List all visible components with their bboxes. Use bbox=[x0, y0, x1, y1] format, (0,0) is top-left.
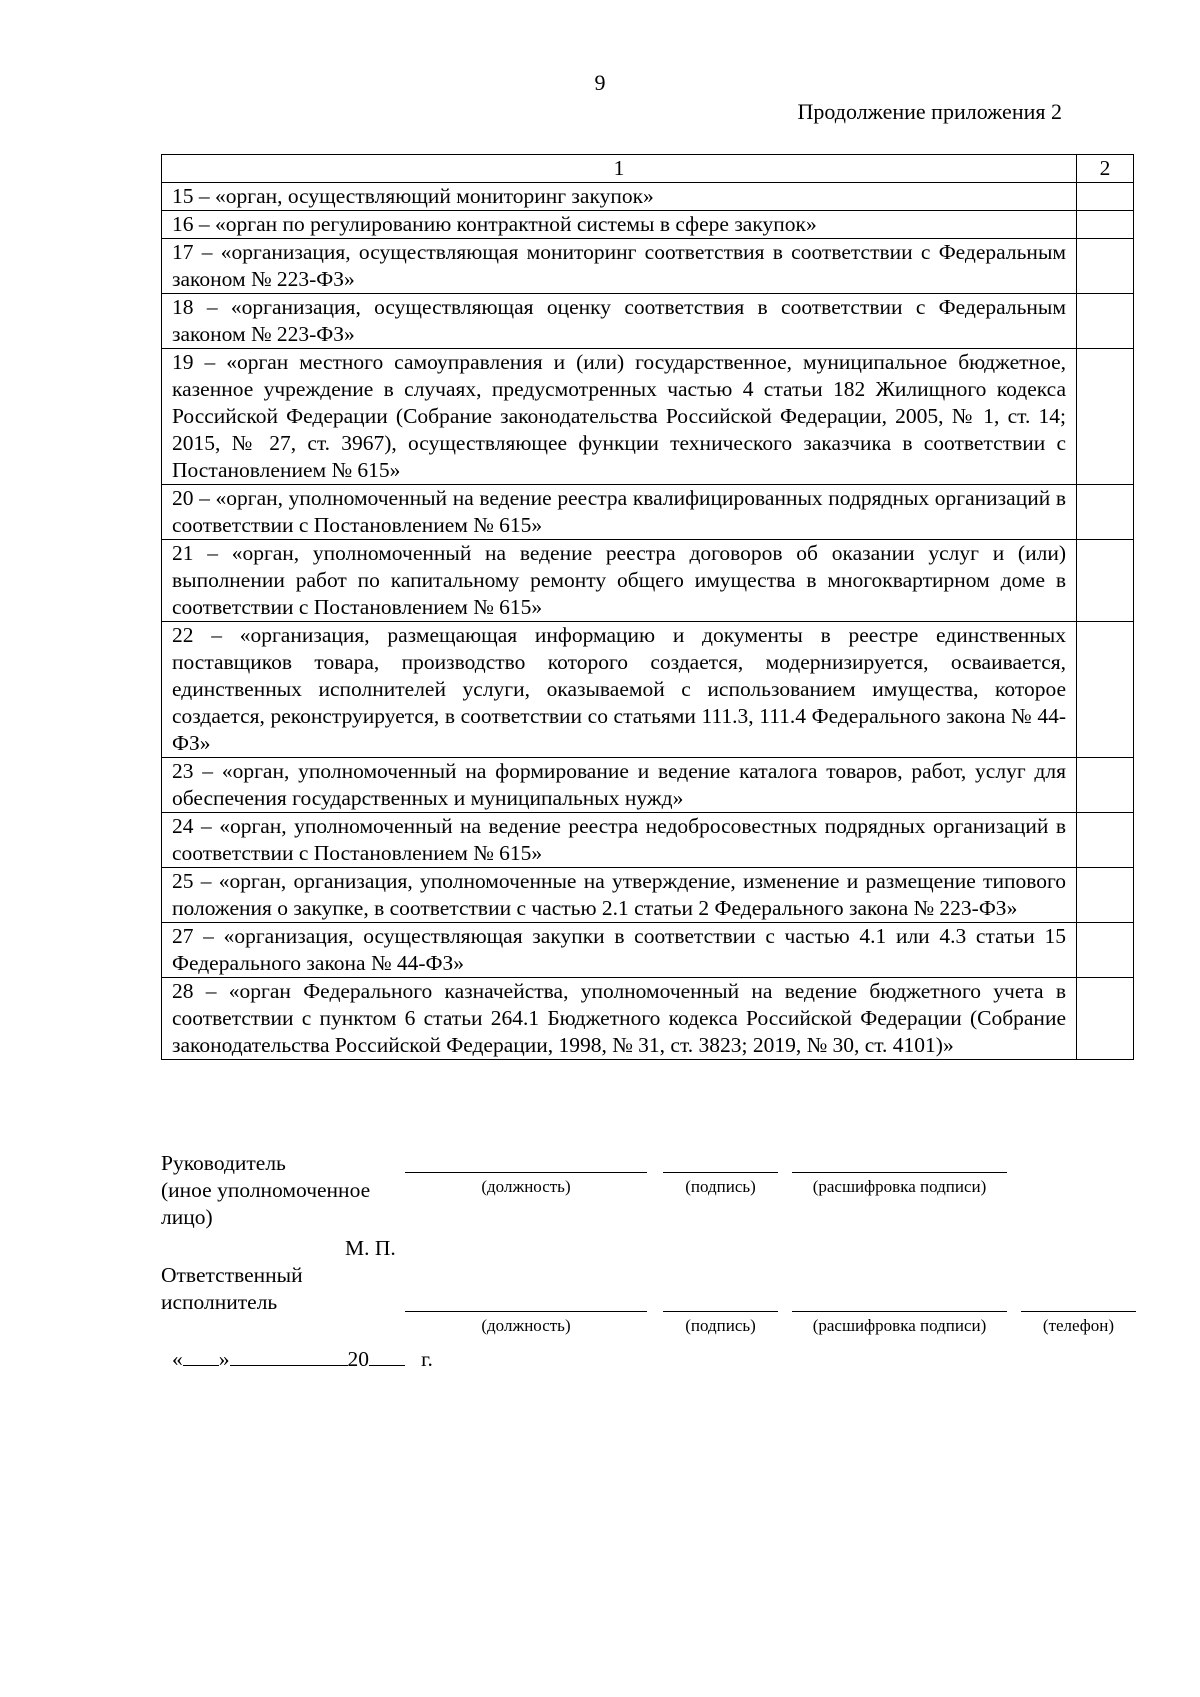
signature-line[interactable] bbox=[663, 1172, 778, 1173]
head-label-line-2: (иное уполномоченное bbox=[161, 1178, 371, 1202]
table-cell-empty bbox=[1077, 978, 1134, 1060]
table-row bbox=[162, 183, 1134, 211]
signature-decoding-line[interactable] bbox=[792, 1172, 1007, 1173]
executor-position-line[interactable] bbox=[405, 1311, 647, 1312]
date-day-blank[interactable] bbox=[183, 1343, 219, 1366]
table-row bbox=[162, 622, 1134, 758]
date-close-quote: » bbox=[218, 1347, 230, 1371]
table-cell-empty bbox=[1077, 183, 1134, 211]
date-year-prefix: 20 bbox=[347, 1347, 369, 1371]
table-row bbox=[162, 978, 1134, 1060]
table-cell-empty bbox=[1077, 540, 1134, 622]
table-row bbox=[162, 294, 1134, 349]
appendix-continuation-note: Продолжение приложения 2 bbox=[797, 99, 1062, 124]
caption-decoding: (расшифровка подписи) bbox=[812, 1177, 987, 1196]
head-label-line-3: лицо) bbox=[161, 1205, 213, 1229]
table-cell-empty bbox=[1077, 485, 1134, 540]
table-row bbox=[162, 349, 1134, 485]
table-cell-description: 22 – «организация, размещающая информацию и документы в реестре единственных поставщиков товара, производство которого создается, модернизируется, осваивается, единственных исполнителей услуги, оказываемой с использованием имущества, которое создается, реконструируется, в соответствии со статьями 111.3, 111.4 Федерального закона № 44-ФЗ» bbox=[162, 622, 1077, 758]
caption-position: (должность) bbox=[481, 1177, 571, 1196]
table-header-cell: 2 bbox=[1077, 155, 1134, 183]
table-cell-description: 25 – «орган, организация, уполномоченные на утверждение, изменение и размещение типового положения о закупке, в соответствии с частью 2.1 статьи 2 Федерального закона № 223-ФЗ» bbox=[162, 868, 1077, 923]
stamp-place: М. П. bbox=[345, 1236, 396, 1260]
caption-decoding: (расшифровка подписи) bbox=[812, 1316, 987, 1335]
table-cell-description: 19 – «орган местного самоуправления и (или) государственное, муниципальное бюджетное, казенное учреждение в случаях, предусмотренных частью 4 статьи 182 Жилищного кодекса Российской Федерации (Собрание законодательства Российской Федерации, 2005, № 1, ст. 14; 2015, № 27, ст. 3967), осуществляющее функции технического заказчика в соответствии с Постановлением № 615» bbox=[162, 349, 1077, 485]
table-row bbox=[162, 758, 1134, 813]
date-year-suffix: г. bbox=[421, 1347, 433, 1371]
executor-signature-line[interactable] bbox=[663, 1311, 778, 1312]
table-cell-description: 24 – «орган, уполномоченный на ведение реестра недобросовестных подрядных организаций в соответствии с Постановлением № 615» bbox=[162, 813, 1077, 868]
table-row bbox=[162, 540, 1134, 622]
table-row bbox=[162, 813, 1134, 868]
date-open-quote: « bbox=[172, 1347, 183, 1371]
table-cell-description: 15 – «орган, осуществляющий мониторинг закупок» bbox=[162, 183, 1077, 211]
executor-label-line-1: Ответственный bbox=[161, 1263, 303, 1287]
table-cell-empty bbox=[1077, 239, 1134, 294]
caption-position: (должность) bbox=[481, 1316, 571, 1335]
table-cell-empty bbox=[1077, 349, 1134, 485]
date-month-blank[interactable] bbox=[230, 1343, 348, 1366]
table-cell-description: 20 – «орган, уполномоченный на ведение реестра квалифицированных подрядных организаций в соответствии с Постановлением № 615» bbox=[162, 485, 1077, 540]
table-cell-empty bbox=[1077, 758, 1134, 813]
table-cell-empty bbox=[1077, 868, 1134, 923]
position-line[interactable] bbox=[405, 1172, 647, 1173]
executor-phone-line[interactable] bbox=[1021, 1311, 1136, 1312]
table-cell-description: 18 – «организация, осуществляющая оценку соответствия в соответствии с Федеральным законом № 223-ФЗ» bbox=[162, 294, 1077, 349]
table-cell-description: 27 – «организация, осуществляющая закупки в соответствии с частью 4.1 или 4.3 статьи 15 Федерального закона № 44-ФЗ» bbox=[162, 923, 1077, 978]
date-line bbox=[172, 1343, 433, 1372]
caption-signature: (подпись) bbox=[685, 1177, 756, 1196]
table-row bbox=[162, 485, 1134, 540]
table-cell-empty bbox=[1077, 294, 1134, 349]
table-cell-empty bbox=[1077, 211, 1134, 239]
caption-signature: (подпись) bbox=[685, 1316, 756, 1335]
table-cell-empty bbox=[1077, 813, 1134, 868]
caption-phone: (телефон) bbox=[1042, 1316, 1115, 1335]
table-header-row bbox=[162, 155, 1134, 183]
codes-table bbox=[161, 154, 1134, 1060]
date-year-blank[interactable] bbox=[369, 1343, 405, 1366]
table-row bbox=[162, 239, 1134, 294]
table-cell-description: 17 – «организация, осуществляющая мониторинг соответствия в соответствии с Федеральным законом № 223-ФЗ» bbox=[162, 239, 1077, 294]
table-row bbox=[162, 923, 1134, 978]
table-cell-description: 16 – «орган по регулированию контрактной системы в сфере закупок» bbox=[162, 211, 1077, 239]
table-cell-empty bbox=[1077, 622, 1134, 758]
executor-decoding-line[interactable] bbox=[792, 1311, 1007, 1312]
table-cell-description: 21 – «орган, уполномоченный на ведение реестра договоров об оказании услуг и (или) выполнении работ по капитальному ремонту общего имущества в многоквартирном доме в соответствии с Постановлением № 615» bbox=[162, 540, 1077, 622]
table-cell-description: 28 – «орган Федерального казначейства, уполномоченный на ведение бюджетного учета в соответствии с пунктом 6 статьи 264.1 Бюджетного кодекса Российской Федерации (Собрание законодательства Российской Федерации, 1998, № 31, ст. 3823; 2019, № 30, ст. 4101)» bbox=[162, 978, 1077, 1060]
table-row bbox=[162, 868, 1134, 923]
table-header-cell: 1 bbox=[162, 155, 1077, 183]
executor-label-line-2: исполнитель bbox=[161, 1290, 278, 1314]
page-number: 9 bbox=[594, 70, 606, 95]
head-label-line-1: Руководитель bbox=[161, 1151, 286, 1175]
table-row bbox=[162, 211, 1134, 239]
table-cell-description: 23 – «орган, уполномоченный на формирование и ведение каталога товаров, работ, услуг для обеспечения государственных и муниципальных нужд» bbox=[162, 758, 1077, 813]
table-cell-empty bbox=[1077, 923, 1134, 978]
